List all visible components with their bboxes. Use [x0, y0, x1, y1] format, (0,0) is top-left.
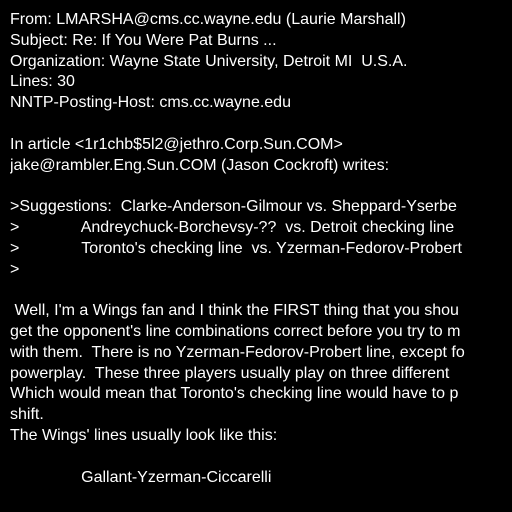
body-line: powerplay. These three players usually play on three different [10, 364, 450, 382]
body-line: get the opponent's line combinations correct before you try to m [10, 322, 461, 340]
quoted-line: > Toronto's checking line vs. Yzerman-Fedorov-Probert [10, 239, 462, 257]
body-line: Well, I'm a Wings fan and I think the FIRST thing that you shou [10, 302, 459, 320]
blank-line [10, 280, 512, 301]
blank-line [10, 176, 512, 197]
header-nntp-host: NNTP-Posting-Host: cms.cc.wayne.edu [10, 94, 291, 112]
attribution-line: jake@rambler.Eng.Sun.COM (Jason Cockroft) writes: [10, 156, 390, 174]
quoted-line: > [10, 260, 20, 278]
body-line: Gallant-Yzerman-Ciccarelli [10, 468, 272, 486]
blank-line [10, 447, 512, 468]
attribution-line: In article <1r1chb$5l2@jethro.Corp.Sun.COM> [10, 135, 343, 153]
message-text [10, 10, 512, 488]
header-organization: Organization: Wayne State University, Detroit MI U.S.A. [10, 52, 408, 70]
body-line: with them. There is no Yzerman-Fedorov-Probert line, except fo [10, 343, 465, 361]
quoted-line: > Andreychuck-Borchevsy-?? vs. Detroit checking line [10, 218, 455, 236]
body-line: The Wings' lines usually look like this: [10, 426, 278, 444]
body-line: shift. [10, 406, 44, 424]
body-line: Which would mean that Toronto's checking line would have to p [10, 385, 459, 403]
header-subject: Subject: Re: If You Were Pat Burns ... [10, 31, 277, 49]
header-from: From: LMARSHA@cms.cc.wayne.edu (Laurie Marshall) [10, 11, 406, 28]
header-lines: Lines: 30 [10, 73, 75, 91]
quoted-line: >Suggestions: Clarke-Anderson-Gilmour vs. Sheppard-Yserbe [10, 198, 457, 216]
blank-line [10, 114, 512, 135]
